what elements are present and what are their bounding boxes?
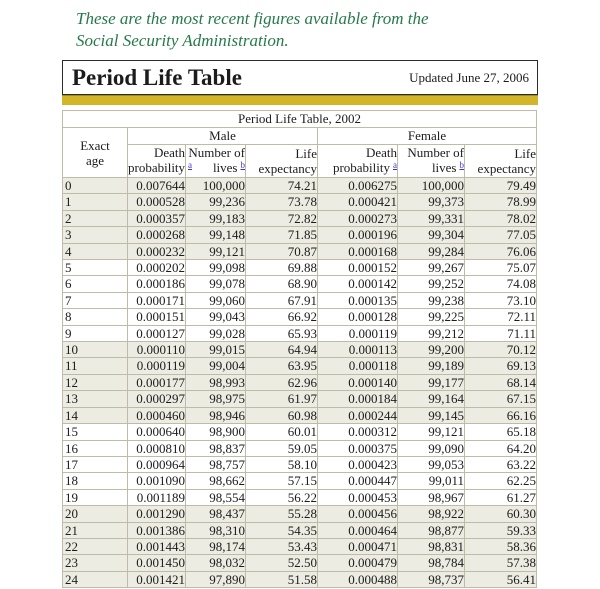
- cell-exact-age: 22: [63, 538, 128, 554]
- table-row: [63, 210, 537, 226]
- cell-female-number-of-lives: 99,177: [398, 374, 465, 390]
- cell-female-life-expectancy: 58.36: [465, 538, 537, 554]
- table-caption: Period Life Table, 2002: [63, 111, 537, 128]
- cell-male-life-expectancy: 73.78: [246, 194, 318, 210]
- col-header-female-death-probability: [318, 145, 398, 178]
- cell-female-death-probability: 0.000479: [318, 555, 398, 571]
- cell-male-number-of-lives: 98,993: [186, 374, 246, 390]
- cell-male-number-of-lives: 98,662: [186, 473, 246, 489]
- cell-male-life-expectancy: 59.05: [246, 440, 318, 456]
- cell-exact-age: 3: [63, 227, 128, 243]
- updated-date: Updated June 27, 2006: [409, 69, 529, 85]
- cell-male-number-of-lives: 98,900: [186, 424, 246, 440]
- col-header-exact-age: [63, 128, 128, 178]
- cell-male-life-expectancy: 72.82: [246, 210, 318, 226]
- cell-male-number-of-lives: 97,890: [186, 571, 246, 587]
- cell-male-life-expectancy: 60.01: [246, 424, 318, 440]
- cell-female-number-of-lives: 98,922: [398, 506, 465, 522]
- cell-male-life-expectancy: 65.93: [246, 325, 318, 341]
- cell-male-number-of-lives: 99,183: [186, 210, 246, 226]
- cell-female-number-of-lives: 99,189: [398, 358, 465, 374]
- cell-exact-age: 2: [63, 210, 128, 226]
- table-row: [63, 391, 537, 407]
- cell-female-life-expectancy: 67.15: [465, 391, 537, 407]
- cell-female-life-expectancy: 78.99: [465, 194, 537, 210]
- cell-male-number-of-lives: 98,310: [186, 522, 246, 538]
- col-header-male-death-probability: [128, 145, 193, 178]
- cell-exact-age: 8: [63, 309, 128, 325]
- cell-male-number-of-lives: 99,060: [186, 292, 246, 308]
- cell-female-death-probability: 0.000196: [318, 227, 398, 243]
- cell-exact-age: 17: [63, 456, 128, 472]
- table-row: [63, 358, 537, 374]
- cell-female-number-of-lives: 98,831: [398, 538, 465, 554]
- cell-male-number-of-lives: 98,437: [186, 506, 246, 522]
- cell-male-number-of-lives: 98,757: [186, 456, 246, 472]
- cell-male-life-expectancy: 52.50: [246, 555, 318, 571]
- cell-male-life-expectancy: 56.22: [246, 489, 318, 505]
- table-row: [63, 489, 537, 505]
- cell-male-life-expectancy: 54.35: [246, 522, 318, 538]
- cell-male-life-expectancy: 68.90: [246, 276, 318, 292]
- cell-female-death-probability: 0.000456: [318, 506, 398, 522]
- cell-male-life-expectancy: 62.96: [246, 374, 318, 390]
- cell-female-number-of-lives: 99,053: [398, 456, 465, 472]
- cell-female-death-probability: 0.000244: [318, 407, 398, 423]
- header-text: Death: [365, 145, 397, 160]
- header-text: age: [85, 152, 105, 168]
- cell-male-death-probability: 0.000232: [128, 243, 186, 259]
- intro-note-line1: These are the most recent figures available from the: [76, 9, 429, 28]
- cell-exact-age: 4: [63, 243, 128, 259]
- cell-exact-age: 11: [63, 358, 128, 374]
- header-text: Death: [153, 145, 185, 160]
- cell-male-life-expectancy: 63.95: [246, 358, 318, 374]
- cell-female-life-expectancy: 77.05: [465, 227, 537, 243]
- footnote-a-link[interactable]: a: [393, 160, 397, 170]
- cell-exact-age: 7: [63, 292, 128, 308]
- cell-exact-age: 19: [63, 489, 128, 505]
- cell-female-death-probability: 0.006275: [318, 178, 398, 194]
- cell-female-death-probability: 0.000113: [318, 342, 398, 358]
- cell-female-death-probability: 0.000142: [318, 276, 398, 292]
- cell-male-number-of-lives: 98,975: [186, 391, 246, 407]
- col-header-female-number-of-lives: [398, 145, 465, 178]
- cell-male-life-expectancy: 51.58: [246, 571, 318, 587]
- cell-exact-age: 13: [63, 391, 128, 407]
- cell-male-life-expectancy: 57.15: [246, 473, 318, 489]
- cell-female-death-probability: 0.000135: [318, 292, 398, 308]
- cell-female-life-expectancy: 75.07: [465, 260, 537, 276]
- cell-female-death-probability: 0.000140: [318, 374, 398, 390]
- header-text: Number of: [188, 145, 245, 160]
- cell-male-death-probability: 0.000119: [128, 358, 186, 374]
- cell-exact-age: 10: [63, 342, 128, 358]
- cell-female-death-probability: 0.000421: [318, 194, 398, 210]
- cell-exact-age: 18: [63, 473, 128, 489]
- cell-male-death-probability: 0.000810: [128, 440, 186, 456]
- cell-exact-age: 12: [63, 374, 128, 390]
- cell-female-death-probability: 0.000273: [318, 210, 398, 226]
- cell-male-death-probability: 0.000528: [128, 194, 186, 210]
- cell-female-life-expectancy: 73.10: [465, 292, 537, 308]
- cell-female-death-probability: 0.000128: [318, 309, 398, 325]
- col-group-female: Female: [318, 128, 537, 145]
- cell-female-life-expectancy: 68.14: [465, 374, 537, 390]
- cell-female-number-of-lives: 99,238: [398, 292, 465, 308]
- title-bar: [62, 60, 538, 95]
- cell-female-life-expectancy: 69.13: [465, 358, 537, 374]
- cell-exact-age: 0: [63, 178, 128, 194]
- cell-female-death-probability: 0.000118: [318, 358, 398, 374]
- cell-female-death-probability: 0.000423: [318, 456, 398, 472]
- header-text: lives: [212, 160, 238, 175]
- cell-male-life-expectancy: 71.85: [246, 227, 318, 243]
- cell-female-number-of-lives: 99,200: [398, 342, 465, 358]
- cell-exact-age: 23: [63, 555, 128, 571]
- cell-male-death-probability: 0.001189: [128, 489, 186, 505]
- cell-female-number-of-lives: 99,284: [398, 243, 465, 259]
- cell-male-death-probability: 0.000177: [128, 374, 186, 390]
- cell-female-number-of-lives: 99,164: [398, 391, 465, 407]
- table-row: [63, 473, 537, 489]
- cell-female-number-of-lives: 98,877: [398, 522, 465, 538]
- cell-exact-age: 15: [63, 424, 128, 440]
- cell-male-life-expectancy: 70.87: [246, 243, 318, 259]
- header-text: expectancy: [477, 161, 537, 176]
- cell-male-life-expectancy: 66.92: [246, 309, 318, 325]
- cell-female-life-expectancy: 70.12: [465, 342, 537, 358]
- cell-exact-age: 20: [63, 506, 128, 522]
- header-text: probability: [128, 160, 186, 175]
- table-row: [63, 243, 537, 259]
- cell-female-number-of-lives: 99,090: [398, 440, 465, 456]
- cell-female-number-of-lives: 99,121: [398, 424, 465, 440]
- cell-male-number-of-lives: 99,236: [186, 194, 246, 210]
- cell-male-death-probability: 0.000268: [128, 227, 186, 243]
- header-text: probability: [332, 160, 390, 175]
- header-text: expectancy: [258, 161, 317, 176]
- table-row: [63, 325, 537, 341]
- table-row: [63, 522, 537, 538]
- table-row: [63, 342, 537, 358]
- cell-female-death-probability: 0.000168: [318, 243, 398, 259]
- header-text: Exact: [80, 137, 110, 153]
- footnote-b-link[interactable]: b: [240, 160, 245, 170]
- cell-female-number-of-lives: 99,304: [398, 227, 465, 243]
- cell-male-number-of-lives: 99,028: [186, 325, 246, 341]
- table-row: [63, 407, 537, 423]
- caption-row: [63, 111, 537, 128]
- cell-female-life-expectancy: 60.30: [465, 506, 537, 522]
- cell-male-death-probability: 0.001450: [128, 555, 186, 571]
- cell-female-number-of-lives: 98,737: [398, 571, 465, 587]
- cell-male-life-expectancy: 58.10: [246, 456, 318, 472]
- table-row: [63, 178, 537, 194]
- cell-male-death-probability: 0.000357: [128, 210, 186, 226]
- cell-male-death-probability: 0.000171: [128, 292, 186, 308]
- table-row: [63, 292, 537, 308]
- cell-male-death-probability: 0.001386: [128, 522, 186, 538]
- cell-female-death-probability: 0.000119: [318, 325, 398, 341]
- cell-female-life-expectancy: 61.27: [465, 489, 537, 505]
- cell-male-life-expectancy: 60.98: [246, 407, 318, 423]
- cell-male-death-probability: 0.001443: [128, 538, 186, 554]
- cell-female-number-of-lives: 98,784: [398, 555, 465, 571]
- cell-male-life-expectancy: 55.28: [246, 506, 318, 522]
- cell-male-number-of-lives: 99,078: [186, 276, 246, 292]
- cell-male-death-probability: 0.000186: [128, 276, 186, 292]
- cell-male-death-probability: 0.001421: [128, 571, 186, 587]
- cell-female-death-probability: 0.000152: [318, 260, 398, 276]
- cell-male-number-of-lives: 99,004: [186, 358, 246, 374]
- cell-female-life-expectancy: 71.11: [465, 325, 537, 341]
- cell-female-life-expectancy: 65.18: [465, 424, 537, 440]
- cell-male-death-probability: 0.000460: [128, 407, 186, 423]
- cell-male-life-expectancy: 69.88: [246, 260, 318, 276]
- cell-female-life-expectancy: 66.16: [465, 407, 537, 423]
- cell-female-life-expectancy: 59.33: [465, 522, 537, 538]
- cell-female-death-probability: 0.000488: [318, 571, 398, 587]
- cell-female-number-of-lives: 99,212: [398, 325, 465, 341]
- footnote-b-link[interactable]: b: [459, 160, 464, 170]
- cell-male-life-expectancy: 74.21: [246, 178, 318, 194]
- cell-male-death-probability: 0.000110: [128, 342, 186, 358]
- cell-male-number-of-lives: 99,148: [186, 227, 246, 243]
- cell-male-life-expectancy: 67.91: [246, 292, 318, 308]
- cell-male-death-probability: 0.000202: [128, 260, 186, 276]
- cell-exact-age: 14: [63, 407, 128, 423]
- cell-female-death-probability: 0.000184: [318, 391, 398, 407]
- page-title: Period Life Table: [72, 64, 242, 90]
- col-header-male-life-expectancy: [246, 145, 318, 178]
- cell-exact-age: 24: [63, 571, 128, 587]
- cell-female-life-expectancy: 79.49: [465, 178, 537, 194]
- cell-female-death-probability: 0.000447: [318, 473, 398, 489]
- cell-female-life-expectancy: 78.02: [465, 210, 537, 226]
- cell-female-death-probability: 0.000312: [318, 424, 398, 440]
- cell-exact-age: 5: [63, 260, 128, 276]
- cell-female-life-expectancy: 63.22: [465, 456, 537, 472]
- cell-exact-age: 1: [63, 194, 128, 210]
- cell-female-number-of-lives: 99,225: [398, 309, 465, 325]
- cell-male-number-of-lives: 99,015: [186, 342, 246, 358]
- cell-female-death-probability: 0.000464: [318, 522, 398, 538]
- cell-male-number-of-lives: 98,946: [186, 407, 246, 423]
- cell-female-number-of-lives: 99,145: [398, 407, 465, 423]
- header-text: Life: [514, 146, 537, 161]
- table-row: [63, 227, 537, 243]
- table-row: [63, 276, 537, 292]
- cell-male-death-probability: 0.000297: [128, 391, 186, 407]
- cell-exact-age: 16: [63, 440, 128, 456]
- cell-female-number-of-lives: 99,011: [398, 473, 465, 489]
- cell-female-death-probability: 0.000375: [318, 440, 398, 456]
- col-header-male-number-of-lives: [186, 145, 246, 178]
- cell-male-death-probability: 0.007644: [128, 178, 186, 194]
- table-row: [63, 440, 537, 456]
- cell-male-life-expectancy: 64.94: [246, 342, 318, 358]
- cell-female-number-of-lives: 99,373: [398, 194, 465, 210]
- header-text: lives: [431, 160, 457, 175]
- cell-male-death-probability: 0.001290: [128, 506, 186, 522]
- table-row: [63, 555, 537, 571]
- cell-female-life-expectancy: 72.11: [465, 309, 537, 325]
- intro-note-line2: Social Security Administration.: [76, 31, 289, 50]
- cell-male-number-of-lives: 99,043: [186, 309, 246, 325]
- cell-female-life-expectancy: 64.20: [465, 440, 537, 456]
- table-row: [63, 424, 537, 440]
- cell-female-number-of-lives: 100,000: [398, 178, 465, 194]
- cell-female-life-expectancy: 56.41: [465, 571, 537, 587]
- cell-male-death-probability: 0.000964: [128, 456, 186, 472]
- cell-male-death-probability: 0.000127: [128, 325, 186, 341]
- table-row: [63, 538, 537, 554]
- cell-male-number-of-lives: 100,000: [186, 178, 246, 194]
- intro-note: [76, 8, 556, 52]
- cell-female-number-of-lives: 99,267: [398, 260, 465, 276]
- cell-female-death-probability: 0.000453: [318, 489, 398, 505]
- life-table-container: [62, 110, 537, 588]
- cell-male-number-of-lives: 99,121: [186, 243, 246, 259]
- cell-male-death-probability: 0.000640: [128, 424, 186, 440]
- period-life-table: [62, 110, 537, 588]
- sub-header-row: [63, 145, 537, 178]
- cell-female-life-expectancy: 76.06: [465, 243, 537, 259]
- table-row: [63, 260, 537, 276]
- cell-exact-age: 21: [63, 522, 128, 538]
- cell-female-life-expectancy: 62.25: [465, 473, 537, 489]
- table-row: [63, 506, 537, 522]
- cell-male-life-expectancy: 53.43: [246, 538, 318, 554]
- cell-male-number-of-lives: 98,837: [186, 440, 246, 456]
- cell-female-life-expectancy: 57.38: [465, 555, 537, 571]
- cell-female-number-of-lives: 99,331: [398, 210, 465, 226]
- footnote-a-link[interactable]: a: [188, 160, 193, 170]
- table-row: [63, 571, 537, 587]
- gold-divider-bar: [62, 95, 538, 105]
- cell-exact-age: 6: [63, 276, 128, 292]
- header-text: Life: [295, 146, 317, 161]
- table-body: [63, 178, 537, 588]
- table-row: [63, 309, 537, 325]
- cell-male-death-probability: 0.001090: [128, 473, 186, 489]
- cell-male-number-of-lives: 99,098: [186, 260, 246, 276]
- cell-male-number-of-lives: 98,032: [186, 555, 246, 571]
- cell-female-life-expectancy: 74.08: [465, 276, 537, 292]
- table-row: [63, 374, 537, 390]
- cell-female-number-of-lives: 99,252: [398, 276, 465, 292]
- cell-male-life-expectancy: 61.97: [246, 391, 318, 407]
- table-row: [63, 194, 537, 210]
- group-header-row: [63, 128, 537, 145]
- header-text: Number of: [407, 145, 464, 160]
- cell-female-number-of-lives: 98,967: [398, 489, 465, 505]
- cell-male-death-probability: 0.000151: [128, 309, 186, 325]
- cell-exact-age: 9: [63, 325, 128, 341]
- table-row: [63, 456, 537, 472]
- cell-male-number-of-lives: 98,554: [186, 489, 246, 505]
- col-header-female-life-expectancy: [465, 145, 537, 178]
- cell-male-number-of-lives: 98,174: [186, 538, 246, 554]
- col-group-male: Male: [128, 128, 318, 145]
- cell-female-death-probability: 0.000471: [318, 538, 398, 554]
